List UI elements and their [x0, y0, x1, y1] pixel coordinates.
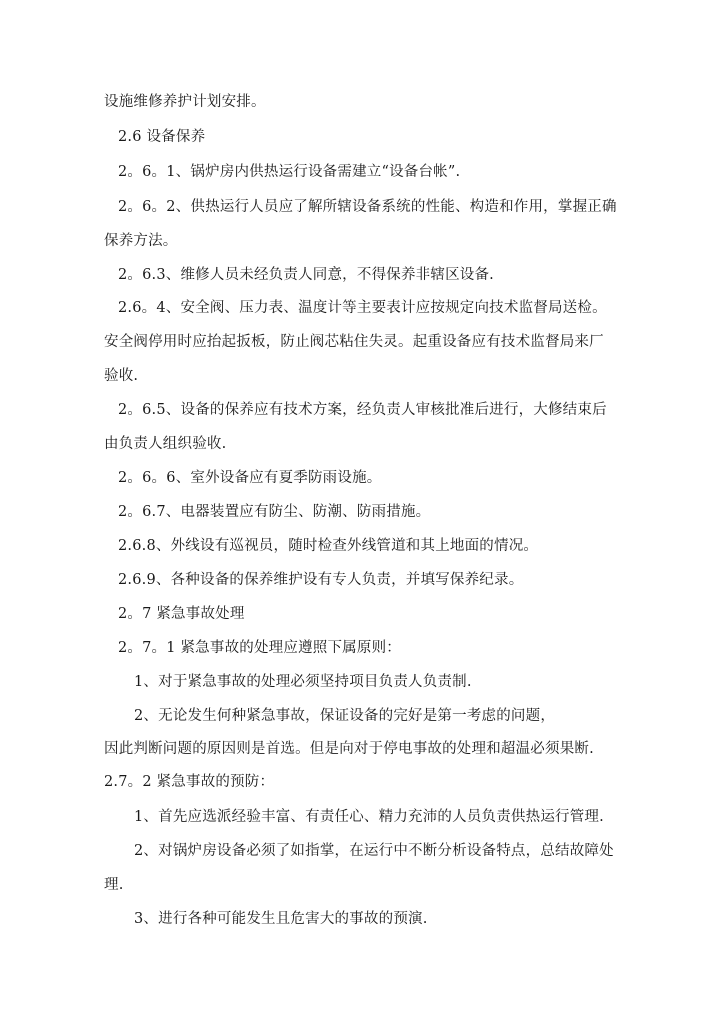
text-line: 2、对锅炉房设备必须了如指掌，在运行中不断分析设备特点，总结故障处: [134, 843, 614, 859]
text-line: 2。6.3、维修人员未经负责人同意，不得保养非辖区设备.: [118, 267, 494, 283]
text-line: 保养方法。: [104, 233, 178, 249]
text-line: 2.6.8、外线设有巡视员，随时检查外线管道和其上地面的情况。: [118, 538, 539, 554]
text-line: 3、进行各种可能发生且危害大的事故的预演.: [134, 911, 428, 927]
text-line: 1、首先应选派经验丰富、有责任心、精力充沛的人员负责供热运行管理.: [134, 809, 604, 825]
text-line: 2。6。2、供热运行人员应了解所辖设备系统的性能、构造和作用，掌握正确: [118, 199, 617, 215]
text-line: 2、无论发生何种紧急事故，保证设备的完好是第一考虑的问题，: [134, 708, 556, 724]
text-line: 2.6。4、安全阀、压力表、温度计等主要表计应按规定向技术监督局送检。: [118, 300, 607, 316]
text-line: 验收.: [104, 368, 139, 384]
text-line: 由负责人组织验收.: [104, 436, 227, 452]
text-line: 2。7。1 紧急事故的处理应遵照下属原则：: [118, 640, 401, 656]
text-line: 因此判断问题的原因则是首选。但是向对于停电事故的处理和超温必须果断.: [104, 741, 594, 757]
text-line: 2。6。6、室外设备应有夏季防雨设施。: [118, 470, 382, 486]
text-line: 2.6.9、各种设备的保养维护设有专人负责，并填写保养纪录。: [118, 572, 524, 588]
text-line: 理.: [104, 877, 124, 893]
text-line: 2。6.5、设备的保养应有技术方案，经负责人审核批准后进行，大修结束后: [118, 402, 607, 418]
text-line: 2。6.7、电器装置应有防尘、防潮、防雨措施。: [118, 504, 431, 520]
section-heading: 2.6 设备保养: [118, 129, 206, 145]
text-line: 2。6。1、锅炉房内供热运行设备需建立“设备台帐”.: [118, 164, 461, 180]
text-line: 安全阀停用时应抬起扳板，防止阀芯粘住失灵。起重设备应有技术监督局来厂: [104, 334, 604, 350]
section-heading: 2。7 紧急事故处理: [118, 606, 245, 622]
text-line: 1、对于紧急事故的处理必须坚持项目负责人负责制.: [134, 674, 472, 690]
text-line: 设施维修养护计划安排。: [104, 94, 266, 110]
section-heading: 2.7。2 紧急事故的预防：: [104, 774, 275, 790]
